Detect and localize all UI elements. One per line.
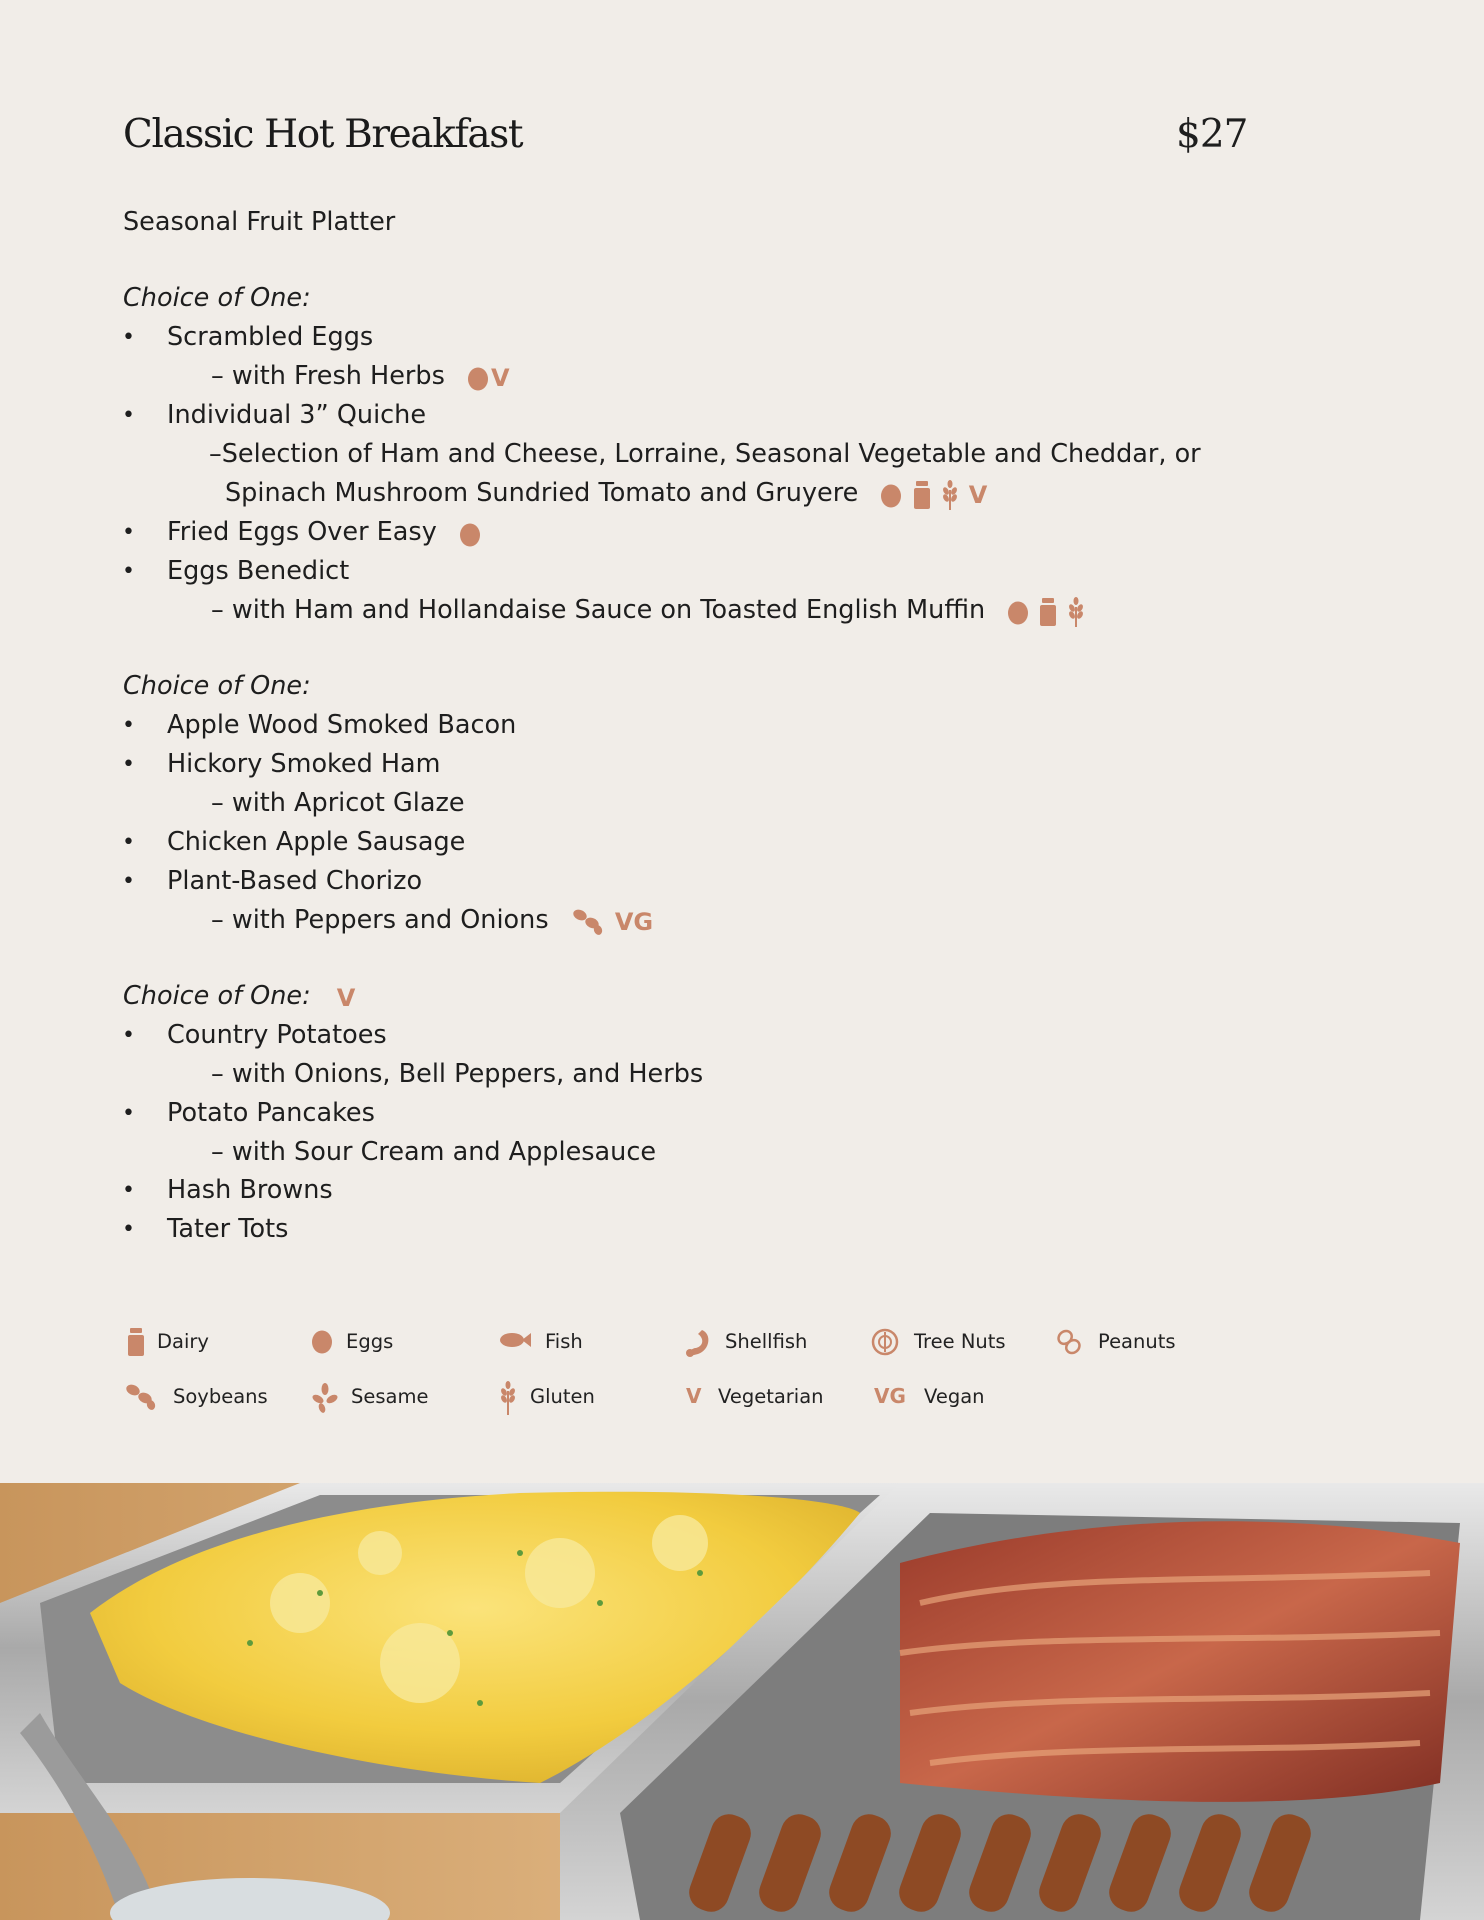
vegan-mark: VG [874,1384,906,1408]
bullet: • [122,1023,135,1048]
item-name: Eggs Benedict [167,556,350,586]
item-name: Apple Wood Smoked Bacon [167,710,517,740]
item-detail-text: –Selection of Ham and Cheese, Lorraine, Seasonal Vegetable and Cheddar, or [209,439,1201,469]
legend-label: Shellfish [725,1330,808,1353]
tree-nuts-icon [871,1328,899,1356]
item-name: Country Potatoes [167,1020,387,1050]
section-2-heading: Choice of One: [123,671,311,701]
legend-label: Vegan [924,1385,985,1408]
section-1-heading: Choice of One: [123,283,311,313]
item-name-with-icons [167,513,483,553]
bullet: • [122,1101,135,1126]
gluten-icon [941,480,959,510]
bullet: • [122,520,135,545]
bullet: • [122,830,135,855]
legend-label: Peanuts [1098,1330,1176,1353]
item-detail-text: – with Onions, Bell Peppers, and Herbs [211,1059,704,1089]
item-name: Potato Pancakes [167,1098,375,1128]
item-detail-text: Spinach Mushroom Sundried Tomato and Gruyere [225,478,859,508]
item-name: Fried Eggs Over Easy [167,517,437,547]
vegetarian-mark: V [686,1384,702,1408]
legend-label: Vegetarian [718,1385,824,1408]
soybeans-icon [124,1383,158,1411]
shellfish-icon [684,1328,712,1358]
menu-price: $27 [1176,112,1248,157]
vegetarian-mark: V [490,363,510,392]
section-3-heading: Choice of One: [123,981,311,1011]
soybeans-icon [571,908,605,936]
bullet: • [122,559,135,584]
dairy-icon [1039,598,1057,626]
item-detail-text: – with Ham and Hollandaise Sauce on Toasted English Muffin [211,595,986,625]
allergen-icons [571,902,655,941]
intro-item: Seasonal Fruit Platter [123,207,396,237]
allergen-icons [1007,592,1087,631]
eggs-icon [880,482,902,508]
eggs-icon [1007,599,1029,625]
bullet: • [122,713,135,738]
legend-label: Soybeans [173,1385,268,1408]
item-detail-text: – with Sour Cream and Applesauce [211,1137,657,1167]
item-name: Plant-Based Chorizo [167,866,423,896]
allergen-icons [459,514,483,553]
bullet: • [122,869,135,894]
item-detail [211,591,1087,630]
item-name: Individual 3” Quiche [167,400,427,430]
bullet: • [122,1178,135,1203]
fish-icon [498,1328,532,1352]
item-name: Hash Browns [167,1175,333,1205]
eggs-icon [467,365,489,391]
vegetarian-mark: V [336,983,356,1012]
legend-label: Dairy [157,1330,209,1353]
bullet: • [122,403,135,428]
eggs-icon [311,1328,333,1354]
allergen-icons [467,358,512,397]
eggs-icon [459,521,481,547]
breakfast-photo [0,1483,1484,1920]
legend-label: Gluten [530,1385,595,1408]
vegan-mark: VG [614,907,654,936]
bullet: • [122,1217,135,1242]
item-detail [211,357,512,396]
item-name: Hickory Smoked Ham [167,749,441,779]
item-detail-text: – with Peppers and Onions [211,905,549,935]
legend-label: Tree Nuts [914,1330,1006,1353]
peanuts-icon [1055,1328,1083,1356]
allergen-icons [880,475,989,514]
page-title: Classic Hot Breakfast [123,112,523,157]
item-name: Chicken Apple Sausage [167,827,466,857]
legend-label: Eggs [346,1330,394,1353]
item-detail [211,901,655,940]
bullet: • [122,752,135,777]
gluten-icon [499,1381,517,1415]
legend-label: Sesame [351,1385,429,1408]
dairy-icon [127,1328,145,1356]
legend-label: Fish [545,1330,583,1353]
item-name: Tater Tots [167,1214,289,1244]
dairy-icon [913,481,931,509]
bullet: • [122,325,135,350]
item-name: Scrambled Eggs [167,322,374,352]
dietary-icons [337,978,358,1017]
item-detail [225,474,989,513]
gluten-icon [1067,597,1085,627]
sesame-icon [312,1383,338,1413]
item-detail-text: – with Apricot Glaze [211,788,465,818]
section-3-heading-row [123,977,357,1016]
item-detail-text: – with Fresh Herbs [211,361,445,391]
vegetarian-mark: V [968,480,988,509]
